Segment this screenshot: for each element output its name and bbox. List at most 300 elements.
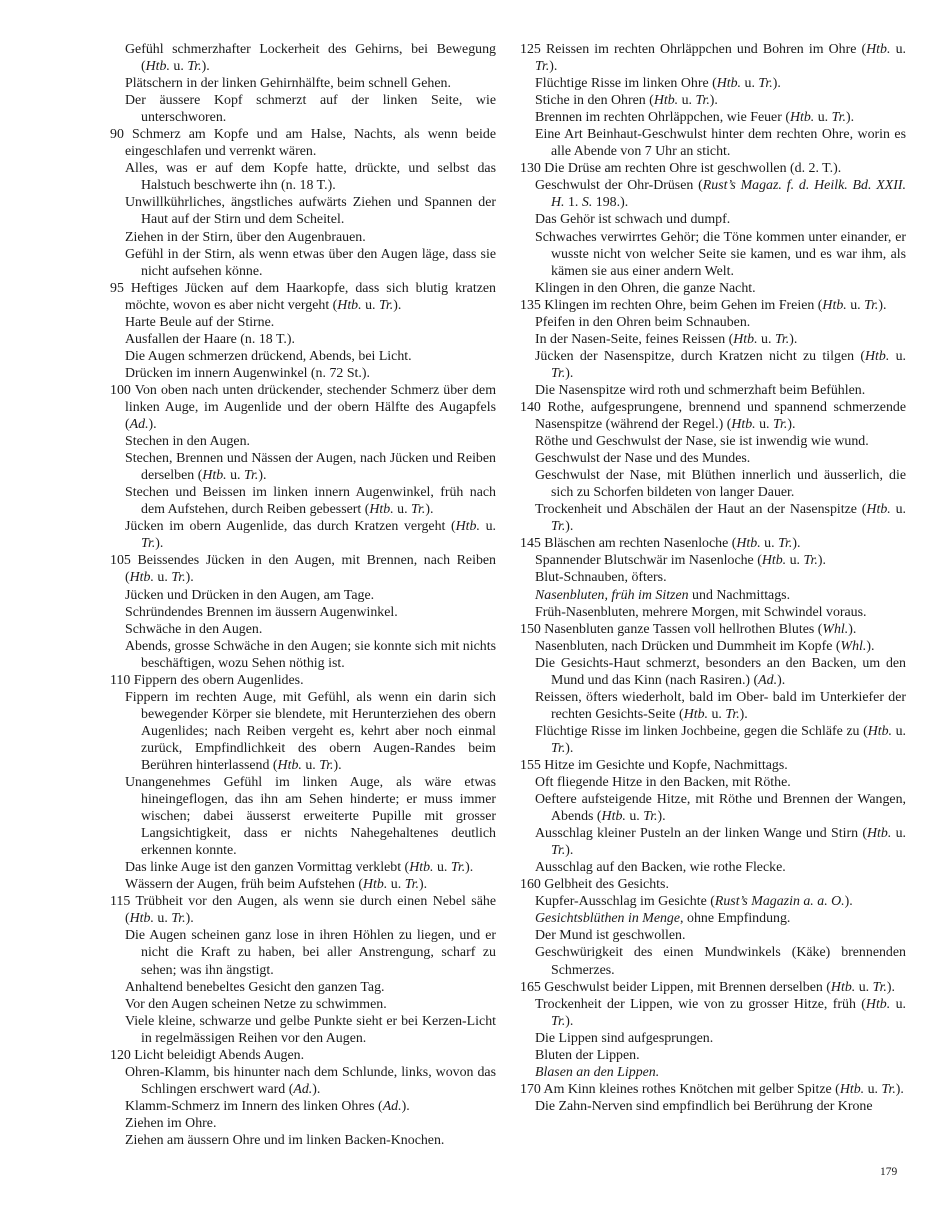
text-segment: , ohne Empfindung. bbox=[680, 911, 791, 927]
italic-text-segment: Htb. bbox=[145, 59, 170, 75]
symptom-entry bbox=[520, 587, 906, 604]
text-segment: Gefühl in der Stirn, als wenn etwas über den Augen läge, dass sie nicht aufsehen könne. bbox=[125, 246, 496, 279]
italic-text-segment: Htb. bbox=[830, 979, 856, 995]
text-segment: u. bbox=[755, 417, 774, 433]
text-segment: Stiche in den Ohren ( bbox=[535, 93, 654, 109]
text-segment: 130 Die Drüse am rechten Ohre ist geschwollen (d. 2. T.). bbox=[520, 161, 842, 177]
text-segment: Jücken und Drücken in den Augen, am Tage. bbox=[125, 587, 375, 603]
symptom-entry bbox=[520, 996, 906, 1030]
symptom-entry bbox=[110, 314, 496, 331]
symptom-entry bbox=[520, 825, 906, 859]
text-segment: Die Augen scheinen ganz lose in ihren Höhlen zu liegen, und er nicht die Kraft zu haben, bei aller Anstrengung, scharf zu sehen; was ihn ängstigt. bbox=[125, 928, 496, 978]
text-column-right bbox=[520, 41, 906, 1115]
italic-text-segment: Tr. bbox=[171, 911, 186, 927]
text-segment: Stechen in den Augen. bbox=[125, 434, 250, 450]
text-segment: ). bbox=[418, 877, 428, 893]
text-segment: Die Nasenspitze wird roth und schmerzhaft beim Befühlen. bbox=[535, 382, 866, 398]
symptom-entry bbox=[110, 194, 496, 228]
text-segment: Röthe und Geschwulst der Nase, sie ist inwendig wie wund. bbox=[535, 434, 869, 450]
italic-text-segment: Htb. bbox=[455, 519, 480, 535]
symptom-entry bbox=[520, 1047, 906, 1064]
text-segment: u. bbox=[678, 93, 696, 109]
symptom-entry bbox=[110, 331, 496, 348]
italic-text-segment: Htb. bbox=[731, 417, 756, 433]
symptom-entry bbox=[520, 944, 906, 978]
text-segment: ). bbox=[148, 417, 157, 433]
text-segment: u. bbox=[855, 979, 873, 995]
symptom-entry bbox=[110, 484, 496, 518]
italic-text-segment: Ad. bbox=[758, 672, 778, 688]
text-segment: 170 Am Kinn kleines rothes Knötchen mit gelber Spitze ( bbox=[520, 1081, 840, 1097]
text-segment: ). bbox=[333, 757, 342, 773]
text-segment: 155 Hitze im Gesichte und Kopfe, Nachmittags. bbox=[520, 757, 788, 773]
text-segment: und Nachmittags. bbox=[688, 587, 791, 603]
symptom-entry bbox=[110, 638, 496, 672]
symptom-entry bbox=[110, 433, 496, 450]
symptom-entry bbox=[110, 1115, 496, 1132]
text-segment: ). bbox=[258, 468, 267, 484]
italic-text-segment: Htb. bbox=[736, 536, 761, 552]
text-segment: Das Gehör ist schwach und dumpf. bbox=[535, 212, 731, 228]
text-segment: Ausfallen der Haare (n. 18 T.). bbox=[125, 331, 295, 347]
italic-text-segment: Tr. bbox=[535, 59, 550, 75]
symptom-entry bbox=[110, 92, 496, 126]
italic-text-segment: Tr. bbox=[803, 553, 818, 569]
italic-text-segment: Htb. bbox=[129, 570, 154, 586]
text-segment: Trockenheit und Abschälen der Haut an der Nasenspitze ( bbox=[535, 502, 867, 518]
italic-text-segment: Tr. bbox=[171, 570, 186, 586]
text-segment: u. bbox=[479, 519, 497, 535]
text-segment: Jücken im obern Augenlide, das durch Kratzen vergeht ( bbox=[125, 519, 456, 535]
text-segment: ). bbox=[401, 1098, 410, 1114]
text-segment: Reissen, öfters wiederholt, bald im Ober- bald im Unterkiefer der rechten Gesichts-Seite ( bbox=[535, 689, 906, 722]
text-segment: ). bbox=[895, 1081, 904, 1097]
text-segment: Brennen im rechten Ohrläppchen, wie Feuer ( bbox=[535, 110, 790, 126]
italic-text-segment: Htb. bbox=[337, 297, 362, 313]
symptom-entry bbox=[110, 604, 496, 621]
symptom-entry bbox=[520, 314, 906, 331]
text-segment: Flüchtige Risse im linken Ohre ( bbox=[535, 76, 717, 92]
text-segment: Der Mund ist geschwollen. bbox=[535, 928, 686, 944]
symptom-entry bbox=[520, 348, 906, 382]
symptom-entry bbox=[110, 75, 496, 92]
symptom-entry bbox=[110, 41, 496, 75]
italic-text-segment: Tr. bbox=[551, 740, 566, 756]
text-segment: Alles, was er auf dem Kopfe hatte, drückte, und selbst das Halstuch beschwerte ihn (n. 18 T.). bbox=[125, 161, 496, 194]
text-segment: In der Nasen-Seite, feines Reissen ( bbox=[535, 331, 734, 347]
text-segment: 1. bbox=[564, 195, 582, 211]
text-segment: Blut-Schnauben, öfters. bbox=[535, 570, 667, 586]
italic-text-segment: Tr. bbox=[758, 76, 773, 92]
text-segment: ). bbox=[657, 809, 666, 825]
symptom-entry bbox=[520, 859, 906, 876]
text-segment: ). bbox=[565, 843, 574, 859]
numbered-symptom-entry bbox=[110, 280, 496, 314]
symptom-entry bbox=[110, 1064, 496, 1098]
symptom-entry bbox=[520, 791, 906, 825]
text-segment: 140 Rothe, aufgesprungene, brennend und spannend schmerzende Nasenspitze (während der Regel.) ( bbox=[520, 399, 906, 433]
text-segment: Früh-Nasenbluten, mehrere Morgen, mit Schwindel voraus. bbox=[535, 604, 867, 620]
italic-text-segment: Tr. bbox=[450, 860, 466, 876]
italic-text-segment: Tr. bbox=[141, 536, 156, 552]
text-segment: Das linke Auge ist den ganzen Vormittag verklebt ( bbox=[125, 860, 410, 876]
numbered-symptom-entry bbox=[520, 41, 906, 75]
symptom-entry bbox=[520, 893, 906, 910]
symptom-entry bbox=[520, 382, 906, 399]
numbered-symptom-entry bbox=[110, 1047, 496, 1064]
text-segment: Flüchtige Risse im linken Jochbeine, gegen die Schläfe zu ( bbox=[535, 723, 868, 739]
symptom-entry bbox=[110, 689, 496, 774]
text-segment: Viele kleine, schwarze und gelbe Punkte sieht er bei Kerzen-Licht in regelmässigen Reihen vor den Augen. bbox=[125, 1013, 496, 1046]
text-segment: Pfeifen in den Ohren beim Schnauben. bbox=[535, 314, 751, 330]
text-segment: Bluten der Lippen. bbox=[535, 1047, 640, 1063]
italic-text-segment: Htb. bbox=[202, 468, 227, 484]
symptom-entry bbox=[110, 229, 496, 246]
symptom-entry bbox=[520, 723, 906, 757]
text-segment: ). bbox=[848, 621, 857, 637]
text-segment: u. bbox=[890, 502, 906, 518]
symptom-entry bbox=[520, 689, 906, 723]
italic-text-segment: Tr. bbox=[725, 706, 740, 722]
italic-text-segment: Ad. bbox=[382, 1098, 402, 1114]
text-segment: Jücken der Nasenspitze, durch Kratzen nicht zu tilgen ( bbox=[535, 348, 865, 364]
text-segment: u. bbox=[814, 110, 832, 126]
italic-text-segment: Htb. bbox=[839, 1081, 865, 1097]
text-segment: Klamm-Schmerz im Innern des linken Ohres ( bbox=[125, 1098, 383, 1114]
symptom-entry bbox=[110, 246, 496, 280]
text-segment: ). bbox=[866, 638, 875, 654]
symptom-entry bbox=[520, 1030, 906, 1047]
symptom-entry bbox=[520, 433, 906, 450]
text-segment: u. bbox=[361, 297, 379, 313]
text-segment: Geschwulst der Nase und des Mundes. bbox=[535, 451, 751, 467]
italic-text-segment: Tr. bbox=[831, 110, 846, 126]
symptom-entry bbox=[520, 92, 906, 109]
numbered-symptom-entry bbox=[520, 297, 906, 314]
text-segment: u. bbox=[892, 723, 907, 739]
italic-text-segment: Tr. bbox=[773, 417, 788, 433]
text-segment: ). bbox=[845, 110, 855, 126]
text-segment: 160 Gelbheit des Gesichts. bbox=[520, 877, 669, 893]
text-segment: Stechen, Brennen und Nässen der Augen, nach Jücken und Reiben derselben ( bbox=[125, 451, 496, 484]
italic-text-segment: Tr. bbox=[872, 979, 887, 995]
italic-text-segment: Htb. bbox=[601, 809, 626, 825]
symptom-entry bbox=[520, 1098, 906, 1115]
text-segment: u. bbox=[891, 826, 907, 842]
symptom-entry bbox=[520, 927, 906, 944]
text-segment: 105 Beissendes Jücken in den Augen, mit Brennen, nach Reiben ( bbox=[110, 553, 496, 586]
text-segment: Harte Beule auf der Stirne. bbox=[125, 314, 275, 330]
symptom-entry bbox=[110, 160, 496, 194]
symptom-entry bbox=[520, 552, 906, 569]
text-segment: ). bbox=[549, 59, 558, 75]
text-segment: ). bbox=[844, 894, 853, 910]
text-segment: u. bbox=[226, 468, 245, 484]
italic-text-segment: Htb. bbox=[369, 502, 394, 518]
text-segment: Kupfer-Ausschlag im Gesichte ( bbox=[535, 894, 715, 910]
text-segment: ). bbox=[565, 365, 574, 381]
symptom-entry bbox=[110, 518, 496, 552]
text-segment: Ziehen im Ohre. bbox=[125, 1115, 217, 1131]
italic-text-segment: Htb. bbox=[867, 723, 893, 739]
text-segment: u. bbox=[708, 706, 726, 722]
italic-text-segment: Rust’s Magazin a. a. O. bbox=[714, 894, 845, 910]
text-segment: u. bbox=[890, 42, 906, 57]
text-segment: Spannender Blutschwär im Nasenloche ( bbox=[535, 553, 762, 569]
text-segment: Die Zahn-Nerven sind empfindlich bei Berührung der Krone bbox=[535, 1098, 873, 1114]
text-segment: Oeftere aufsteigende Hitze, mit Röthe und Brennen der Wangen, Abends ( bbox=[535, 792, 906, 825]
text-segment: 100 Von oben nach unten drückender, stechender Schmerz über dem linken Auge, im Augenlide und der obern Hälfte des Augapfels ( bbox=[110, 382, 496, 433]
italic-text-segment: Tr. bbox=[551, 843, 566, 859]
italic-text-segment: Tr. bbox=[551, 365, 566, 381]
text-segment: Fippern im rechten Auge, mit Gefühl, als wenn ein darin sich bewegender Körper sie blendete, mit Herunterziehen des obern Augenlides; nach Reiben vergeht es, kehrt aber noch einmal zurück, Empfindlichkeit des obern Augen-Randes beim Berühren hinterlassend ( bbox=[125, 689, 496, 773]
italic-text-segment: Htb. bbox=[277, 757, 302, 773]
symptom-entry bbox=[520, 126, 906, 160]
symptom-entry bbox=[110, 876, 496, 893]
numbered-symptom-entry bbox=[110, 126, 496, 160]
text-segment: Geschwulst der Ohr-Drüsen ( bbox=[535, 178, 703, 194]
italic-text-segment: Tr. bbox=[319, 757, 334, 773]
text-segment: u. bbox=[153, 570, 172, 586]
text-segment: ). bbox=[425, 502, 434, 518]
italic-text-segment: Tr. bbox=[378, 297, 394, 313]
text-segment: u. bbox=[760, 536, 779, 552]
symptom-entry bbox=[520, 774, 906, 791]
symptom-entry bbox=[110, 450, 496, 484]
page-number: 179 bbox=[880, 1166, 898, 1178]
text-segment: 90 Schmerz am Kopfe und am Halse, Nachts, als wenn beide eingeschlafen und verrenkt wären. bbox=[110, 127, 496, 160]
italic-text-segment: Htb. bbox=[822, 297, 847, 313]
numbered-symptom-entry bbox=[520, 399, 906, 433]
italic-text-segment: Rust’s Magaz. f. d. Heilk. Bd. XXII. H. bbox=[551, 178, 906, 211]
text-segment: u. bbox=[757, 331, 775, 347]
symptom-entry bbox=[520, 467, 906, 501]
italic-text-segment: Htb. bbox=[789, 110, 815, 126]
text-segment: 145 Bläschen am rechten Nasenloche ( bbox=[520, 536, 737, 552]
italic-text-segment: Htb. bbox=[865, 996, 891, 1012]
text-segment: ). bbox=[817, 553, 826, 569]
symptom-entry bbox=[520, 638, 906, 655]
symptom-entry bbox=[110, 1132, 496, 1149]
italic-text-segment: Htb. bbox=[363, 877, 388, 893]
symptom-entry bbox=[110, 996, 496, 1013]
text-segment: Schwäche in den Augen. bbox=[125, 621, 263, 637]
text-segment: Eine Art Beinhaut-Geschwulst hinter dem rechten Ohre, worin es alle Abende von 7 Uhr an sticht. bbox=[535, 127, 906, 160]
italic-text-segment: Tr. bbox=[643, 809, 658, 825]
text-segment: Ausschlag auf den Backen, wie rothe Flecke. bbox=[535, 860, 786, 876]
text-segment: u. bbox=[433, 860, 451, 876]
italic-text-segment: Htb. bbox=[864, 348, 890, 364]
text-segment: u. bbox=[169, 59, 188, 75]
italic-text-segment: Ad. bbox=[293, 1081, 313, 1097]
symptom-entry bbox=[110, 1013, 496, 1047]
text-segment: u. bbox=[889, 348, 907, 364]
numbered-symptom-entry bbox=[520, 876, 906, 893]
text-segment: 198.). bbox=[592, 195, 629, 211]
text-segment: Die Gesichts-Haut schmerzt, besonders an den Backen, um den Mund und das Kinn (nach Rasiren.) ( bbox=[535, 655, 906, 688]
text-segment: 150 Nasenbluten ganze Tassen voll hellrothen Blutes ( bbox=[520, 621, 823, 637]
text-segment: u. bbox=[153, 911, 172, 927]
numbered-symptom-entry bbox=[520, 979, 906, 996]
text-segment: Ziehen in der Stirn, über den Augenbrauen. bbox=[125, 229, 366, 245]
text-segment: Plätschern in der linken Gehirnhälfte, beim schnell Gehen. bbox=[125, 76, 451, 92]
text-segment: ). bbox=[565, 519, 574, 535]
symptom-entry bbox=[110, 621, 496, 638]
text-segment: Drücken im innern Augenwinkel (n. 72 St.). bbox=[125, 365, 370, 381]
text-segment: Die Lippen sind aufgesprungen. bbox=[535, 1030, 714, 1046]
symptom-entry bbox=[110, 365, 496, 382]
text-segment: Geschwürigkeit des einen Mundwinkels (Käke) brennenden Schmerzes. bbox=[535, 945, 906, 978]
italic-text-segment: Tr. bbox=[551, 1013, 566, 1029]
italic-text-segment: Htb. bbox=[761, 553, 787, 569]
symptom-entry bbox=[110, 587, 496, 604]
text-segment: 95 Heftiges Jücken auf dem Haarkopfe, dass sich blutig kratzen möchte, wovon es aber nicht vergeht ( bbox=[110, 280, 496, 313]
text-segment: ). bbox=[739, 706, 748, 722]
italic-text-segment: Htb. bbox=[866, 42, 891, 57]
numbered-symptom-entry bbox=[110, 382, 496, 433]
text-segment: ). bbox=[787, 417, 796, 433]
symptom-entry bbox=[520, 450, 906, 467]
italic-text-segment: Htb. bbox=[733, 331, 758, 347]
text-column-left bbox=[110, 41, 496, 1149]
text-segment: 165 Geschwulst beider Lippen, mit Brennen derselben ( bbox=[520, 979, 831, 995]
text-segment: ). bbox=[777, 672, 786, 688]
text-segment: Ausschlag kleiner Pusteln an der linken Wange und Stirn ( bbox=[535, 826, 867, 842]
text-segment: u. bbox=[864, 1081, 882, 1097]
text-segment: Gefühl schmerzhafter Lockerheit des Gehirns, bei Bewegung ( bbox=[125, 42, 496, 75]
text-segment: 135 Klingen im rechten Ohre, beim Gehen im Freien ( bbox=[520, 297, 823, 313]
text-segment: ). bbox=[565, 740, 574, 756]
numbered-symptom-entry bbox=[520, 535, 906, 552]
italic-text-segment: S. bbox=[581, 195, 593, 211]
italic-text-segment: Htb. bbox=[409, 860, 434, 876]
text-segment: Schründendes Brennen im äussern Augenwinkel. bbox=[125, 604, 398, 620]
symptom-entry bbox=[110, 859, 496, 876]
text-segment: ). bbox=[185, 570, 194, 586]
text-segment: ). bbox=[709, 93, 718, 109]
text-segment: Vor den Augen scheinen Netze zu schwimmen. bbox=[125, 996, 387, 1012]
symptom-entry bbox=[110, 979, 496, 996]
symptom-entry bbox=[520, 1064, 906, 1081]
text-segment: u. bbox=[741, 76, 759, 92]
symptom-entry bbox=[520, 604, 906, 621]
symptom-entry bbox=[520, 211, 906, 228]
text-segment: u. bbox=[846, 297, 865, 313]
italic-text-segment: Htb. bbox=[716, 76, 742, 92]
text-segment: u. bbox=[301, 757, 320, 773]
symptom-entry bbox=[520, 569, 906, 586]
text-segment: ). bbox=[772, 76, 781, 92]
text-segment: u. bbox=[786, 553, 804, 569]
italic-text-segment: Tr. bbox=[411, 502, 426, 518]
italic-text-segment: Htb. bbox=[866, 826, 892, 842]
text-segment: Abends, grosse Schwäche in den Augen; sie konnte sich mit nichts beschäftigen, wozu Sehen nöthig ist. bbox=[125, 638, 496, 671]
italic-text-segment: Tr. bbox=[774, 331, 790, 347]
text-segment: Unwillkührliches, ängstliches aufwärts Ziehen und Spannen der Haut auf der Stirn und dem Scheitel. bbox=[125, 195, 496, 228]
text-segment: 115 Trübheit vor den Augen, als wenn sie durch einen Nebel sähe ( bbox=[110, 894, 496, 927]
italic-text-segment: Tr. bbox=[187, 59, 202, 75]
numbered-symptom-entry bbox=[110, 893, 496, 927]
text-segment: ). bbox=[792, 536, 801, 552]
numbered-symptom-entry bbox=[520, 621, 906, 638]
text-segment: u. bbox=[625, 809, 644, 825]
text-segment: Ohren-Klamm, bis hinunter nach dem Schlunde, links, wovon das Schlingen erschwert ward ( bbox=[125, 1064, 496, 1097]
italic-text-segment: Tr. bbox=[695, 93, 710, 109]
text-segment: ). bbox=[886, 979, 896, 995]
text-segment: ). bbox=[312, 1081, 321, 1097]
text-segment: Geschwulst der Nase, mit Blüthen innerlich und äusserlich, die sich zu Schorfen bildeten von langer Dauer. bbox=[535, 468, 906, 501]
text-segment: Oft fliegende Hitze in den Backen, mit Röthe. bbox=[535, 775, 791, 791]
text-segment: Klingen in den Ohren, die ganze Nacht. bbox=[535, 280, 756, 296]
text-segment: ). bbox=[185, 911, 194, 927]
text-segment: Schwaches verwirrtes Gehör; die Töne kommen unter einander, er wusste nicht von welcher Seite sie kamen, und es war ihm, als kämen sie aus einer andern Welt. bbox=[535, 229, 906, 279]
italic-text-segment: Tr. bbox=[244, 468, 259, 484]
text-segment: u. bbox=[387, 877, 405, 893]
symptom-entry bbox=[110, 774, 496, 859]
symptom-entry bbox=[520, 655, 906, 689]
italic-text-segment: Tr. bbox=[404, 877, 419, 893]
symptom-entry bbox=[110, 927, 496, 978]
italic-text-segment: Htb. bbox=[653, 93, 679, 109]
text-segment: ). bbox=[789, 331, 798, 347]
numbered-symptom-entry bbox=[110, 672, 496, 689]
numbered-symptom-entry bbox=[520, 1081, 906, 1098]
italic-text-segment: Htb. bbox=[129, 911, 154, 927]
text-segment: Wässern der Augen, früh beim Aufstehen ( bbox=[125, 877, 363, 893]
text-segment: ). bbox=[393, 297, 402, 313]
italic-text-segment: Blasen an den Lippen. bbox=[535, 1064, 660, 1080]
symptom-entry bbox=[520, 331, 906, 348]
text-segment: ). bbox=[565, 1013, 574, 1029]
text-segment: Der äussere Kopf schmerzt auf der linken Seite, wie unterschworen. bbox=[125, 93, 496, 126]
text-segment: u. bbox=[393, 502, 412, 518]
text-segment: u. bbox=[890, 996, 907, 1012]
symptom-entry bbox=[110, 348, 496, 365]
text-segment: Ziehen am äussern Ohre und im linken Backen-Knochen. bbox=[125, 1133, 445, 1148]
numbered-symptom-entry bbox=[520, 160, 906, 177]
text-segment: ). bbox=[201, 59, 210, 75]
italic-text-segment: Htb. bbox=[866, 502, 891, 518]
text-segment: 110 Fippern des obern Augenlides. bbox=[110, 672, 304, 688]
text-segment: Stechen und Beissen im linken innern Augenwinkel, früh nach dem Aufstehen, durch Reiben gebessert ( bbox=[125, 485, 496, 518]
italic-text-segment: Tr. bbox=[778, 536, 793, 552]
text-segment: Anhaltend benebeltes Gesicht den ganzen Tag. bbox=[125, 979, 385, 995]
symptom-entry bbox=[520, 229, 906, 280]
symptom-entry bbox=[520, 910, 906, 927]
italic-text-segment: Tr. bbox=[864, 297, 879, 313]
italic-text-segment: Gesichtsblüthen in Menge bbox=[535, 911, 681, 927]
italic-text-segment: Whl. bbox=[840, 638, 867, 654]
text-segment: 125 Reissen im rechten Ohrläppchen und Bohren im Ohre ( bbox=[520, 42, 867, 57]
text-segment: Die Augen schmerzen drückend, Abends, bei Licht. bbox=[125, 348, 412, 364]
symptom-entry bbox=[520, 501, 906, 535]
symptom-entry bbox=[520, 75, 906, 92]
numbered-symptom-entry bbox=[520, 757, 906, 774]
text-segment: ). bbox=[878, 297, 887, 313]
symptom-entry bbox=[110, 1098, 496, 1115]
italic-text-segment: Nasenbluten, früh im Sitzen bbox=[535, 587, 689, 603]
italic-text-segment: Tr. bbox=[551, 519, 566, 535]
text-segment: Trockenheit der Lippen, wie von zu grosser Hitze, früh ( bbox=[535, 996, 866, 1012]
symptom-entry bbox=[520, 280, 906, 297]
symptom-entry bbox=[520, 109, 906, 126]
italic-text-segment: Whl. bbox=[822, 621, 849, 637]
text-segment: Unangenehmes Gefühl im linken Auge, als wäre etwas hineingeflogen, das ihn am Sehen hinderte; er muss immer wischen; dabei äusserst erweiterte Pupille mit grosser Langsichtigkeit, dass er nichts Nahegehaltenes deutlich erkennen konnte. bbox=[125, 775, 496, 859]
text-segment: 120 Licht beleidigt Abends Augen. bbox=[110, 1047, 305, 1063]
text-segment: ). bbox=[465, 860, 474, 876]
symptom-entry bbox=[520, 177, 906, 211]
italic-text-segment: Ad. bbox=[129, 417, 149, 433]
